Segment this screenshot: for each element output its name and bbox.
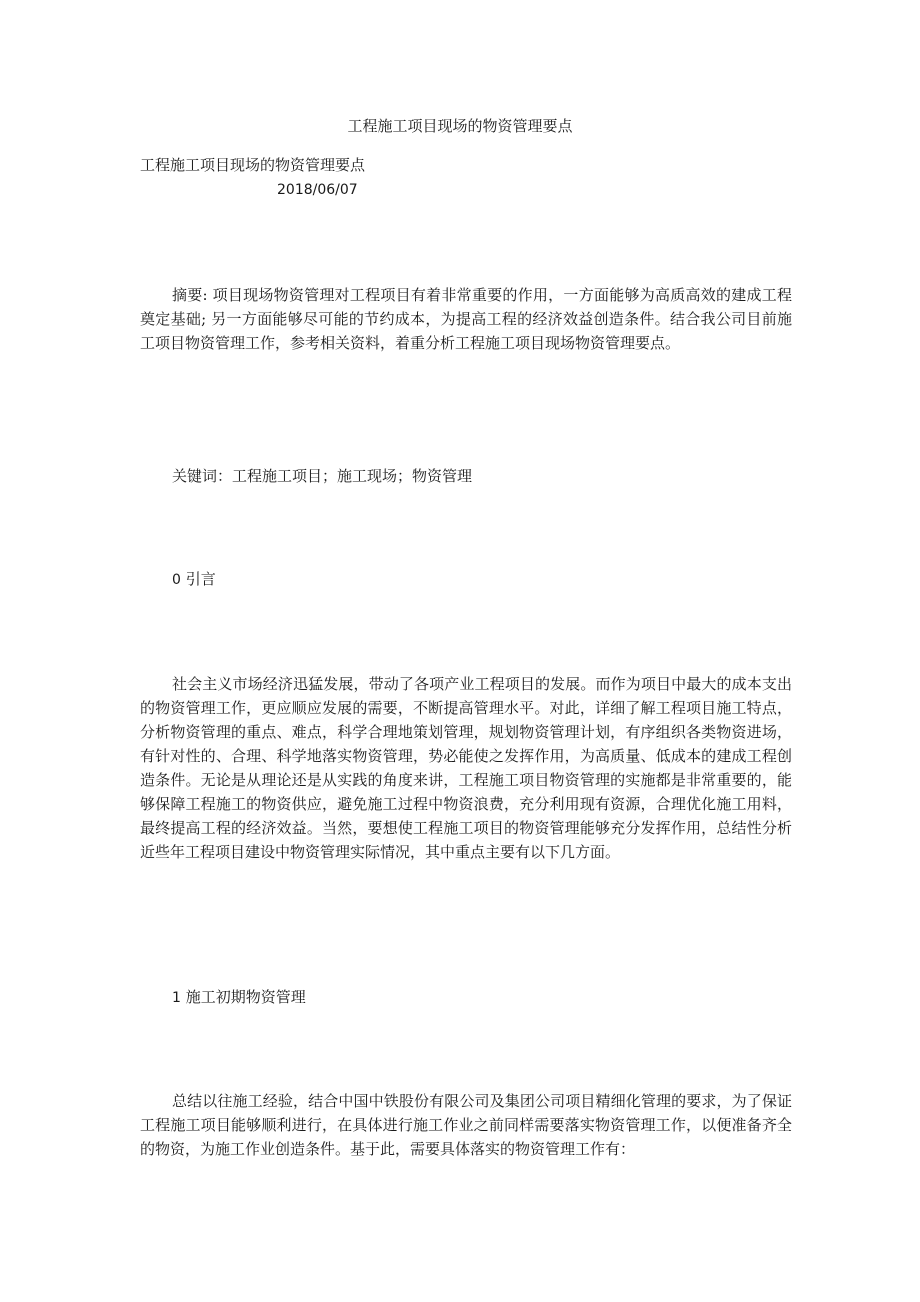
abstract-paragraph: 摘要: 项目现场物资管理对工程项目有着非常重要的作用，一方面能够为高质高效的建成工程奠定基础; 另一方面能够尽可能的节约成本，为提高工程的经济效益创造条件。结合我公司目前施工项目物资管理工作，参考相关资料，着重分析工程施工项目现场物资管理要点。: [140, 286, 792, 352]
document-title: 工程施工项目现场的物资管理要点: [347, 117, 573, 135]
section-heading-initial-materials: [172, 986, 306, 1009]
section-heading-text: 引言: [185, 570, 216, 588]
section-heading-intro: [172, 568, 216, 591]
section-heading-text: 施工初期物资管理: [185, 988, 306, 1006]
document-subtitle: 工程施工项目现场的物资管理要点: [140, 156, 366, 174]
section-number: 0: [172, 572, 181, 588]
intro-paragraph: 社会主义市场经济迅猛发展，带动了各项产业工程项目的发展。而作为项目中最大的成本支出的物资管理工作，更应顺应发展的需要，不断提高管理水平。对此，详细了解工程项目施工特点，分析物资管理的重点、难点，科学合理地策划管理，规划物资管理计划，有序组织各类物资进场，有针对性的、合理、科学地落实物资管理，势必能使之发挥作用，为高质量、低成本的建成工程创造条件。无论是从理论还是从实践的角度来讲，工程施工项目物资管理的实施都是非常重要的，能够保障工程施工的物资供应，避免施工过程中物资浪费，充分利用现有资源，合理优化施工用料，最终提高工程的经济效益。当然，要想使工程施工项目的物资管理能够充分发挥作用，总结性分析近些年工程项目建设中物资管理实际情况，其中重点主要有以下几方面。: [140, 675, 792, 861]
keywords-paragraph: 关键词：工程施工项目；施工现场；物资管理: [172, 467, 473, 485]
section-1-paragraph: 总结以往施工经验，结合中国中铁股份有限公司及集团公司项目精细化管理的要求，为了保证工程施工项目能够顺利进行，在具体进行施工作业之前同样需要落实物资管理工作，以便准备齐全的物资，为施工作业创造条件。基于此，需要具体落实的物资管理工作有：: [140, 1092, 792, 1158]
publish-date: 2018/06/07: [277, 182, 358, 198]
section-number: 1: [172, 990, 181, 1006]
